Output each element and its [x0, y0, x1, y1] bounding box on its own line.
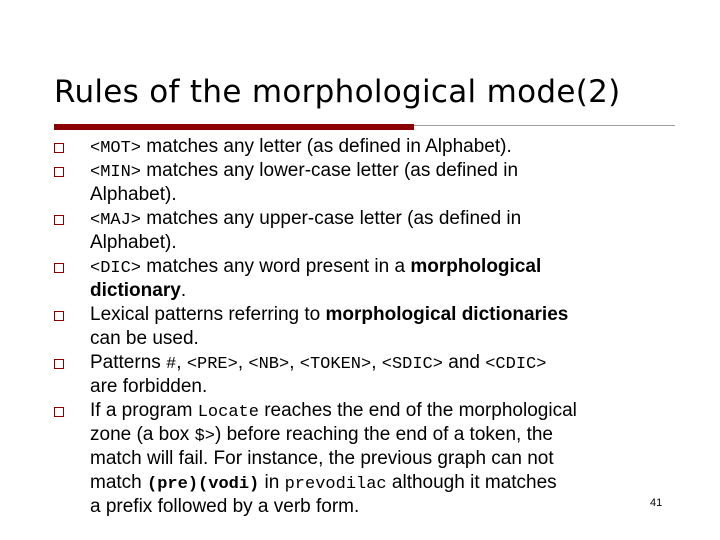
text-segment: , [237, 352, 249, 373]
text-segment: , [289, 352, 300, 373]
text-segment: a prefix followed by a verb form. [90, 496, 360, 517]
text-segment: $> [194, 427, 215, 446]
bullet-square-icon [54, 167, 64, 177]
text-segment: are forbidden. [90, 376, 208, 397]
text-segment: dictionary [90, 280, 181, 301]
text-segment: matches any word present in a [141, 256, 411, 277]
text-segment: <PRE> [186, 355, 238, 374]
bullet-square-icon [54, 263, 64, 273]
bullet-line [90, 303, 680, 327]
text-segment: morphological [410, 256, 542, 277]
bullet-line [90, 255, 680, 281]
text-segment: , [371, 352, 382, 373]
text-segment: <CDIC> [485, 355, 547, 374]
bullet-line [90, 495, 680, 519]
text-segment: match [90, 472, 148, 493]
text-segment: <MAJ> [90, 211, 142, 230]
bullet-line [90, 135, 680, 161]
text-segment: <MOT> [90, 139, 142, 158]
bullet-line [90, 423, 680, 449]
bullet-line [90, 207, 680, 233]
text-segment: Alphabet). [90, 232, 177, 253]
bullet-square-icon [54, 215, 64, 225]
text-segment: ) before reaching the end of a token, the [214, 424, 553, 445]
text-segment: <DIC> [90, 259, 142, 278]
bullet-line [90, 327, 680, 351]
text-segment: Lexical patterns referring to [90, 304, 326, 325]
text-segment: zone (a box [90, 424, 195, 445]
text-segment: Locate [197, 403, 259, 422]
bullet-line [90, 159, 680, 185]
slide-title: Rules of the morphological mode(2) [54, 74, 621, 110]
page-number: 41 [650, 497, 663, 509]
bullet-line [90, 351, 680, 377]
text-segment: matches any letter (as defined in Alphabet). [141, 136, 512, 157]
text-segment: <SDIC> [381, 355, 443, 374]
bullet-line [90, 399, 680, 425]
text-segment: match will fail. For instance, the previous graph can not [90, 448, 554, 469]
text-segment: <MIN> [90, 163, 142, 182]
text-segment: prevodilac [284, 475, 387, 494]
bullet-square-icon [54, 407, 64, 417]
text-segment: (pre)(vodi) [147, 475, 260, 494]
text-segment: matches any lower-case letter (as defined in [141, 160, 519, 181]
text-segment: Patterns [90, 352, 167, 373]
bullet-line [90, 231, 680, 255]
text-segment: , [176, 352, 187, 373]
text-segment: . [180, 280, 187, 301]
bullet-square-icon [54, 143, 64, 153]
text-segment: matches any upper-case letter (as defined in [141, 208, 522, 229]
text-segment: <NB> [248, 355, 290, 374]
text-segment: <TOKEN> [299, 355, 372, 374]
text-segment: # [166, 355, 177, 374]
text-segment: and [442, 352, 486, 373]
bullet-line [90, 471, 680, 497]
text-segment: Alphabet). [90, 184, 177, 205]
text-segment: reaches the end of the morphological [258, 400, 577, 421]
bullet-line [90, 447, 680, 471]
bullet-line [90, 279, 680, 303]
bullet-square-icon [54, 311, 64, 321]
bullet-line [90, 375, 680, 399]
bullet-square-icon [54, 359, 64, 369]
text-segment: can be used. [90, 328, 199, 349]
text-segment: in [259, 472, 285, 493]
bullet-line [90, 183, 680, 207]
text-segment: although it matches [386, 472, 557, 493]
text-segment: morphological dictionaries [325, 304, 569, 325]
text-segment: If a program [90, 400, 198, 421]
